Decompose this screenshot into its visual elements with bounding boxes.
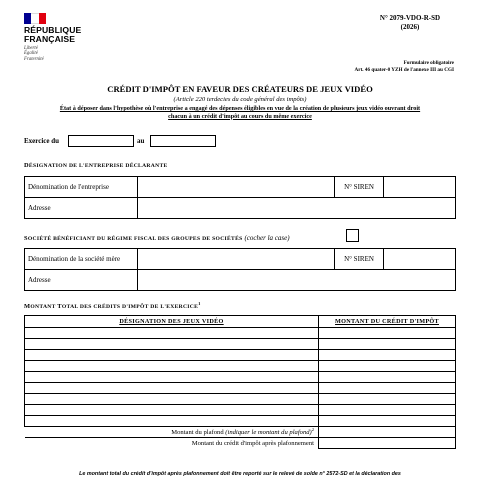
french-flag-icon: [24, 13, 46, 24]
credit-amount-field[interactable]: [319, 372, 456, 383]
game-designation-field[interactable]: [25, 383, 319, 394]
legal-reference: Art. 46 quater-0 YZH de l'annexe III au CGI: [354, 67, 454, 73]
credit-amount-field[interactable]: [319, 350, 456, 361]
col-amount-header: MONTANT DU CRÉDIT D'IMPÔT: [319, 316, 456, 328]
company-table: [24, 176, 456, 219]
motto-fraternite: Fraternité: [24, 56, 44, 62]
instruction-line-2: chacun à un crédit d'impôt au cours du même exercice: [168, 112, 312, 120]
logo-text-line1: RÉPUBLIQUE: [24, 25, 82, 35]
credit-amount-field[interactable]: [319, 339, 456, 350]
form-year: (2026): [400, 23, 420, 31]
credit-row: [25, 328, 456, 339]
logo-text-line2: FRANÇAISE: [24, 34, 76, 44]
group-section-title: SOCIÉTÉ BÉNÉFICIANT DU RÉGIME FISCAL DES GROUPES DE SOCIÉTÉS (cocher la case): [24, 234, 290, 242]
parent-company-address-label: Adresse: [25, 270, 138, 291]
credit-amount-field[interactable]: [319, 416, 456, 427]
game-designation-field[interactable]: [25, 339, 319, 350]
company-name-label: Dénomination de l'entreprise: [25, 177, 138, 198]
page-subtitle: (Article 220 terdecies du code général des impôts): [173, 96, 307, 103]
credit-amount-field[interactable]: [319, 405, 456, 416]
parent-company-address-field[interactable]: [138, 270, 456, 291]
exercise-from-field[interactable]: [68, 135, 134, 147]
group-table: [24, 248, 456, 291]
game-designation-field[interactable]: [25, 416, 319, 427]
credit-row: [25, 405, 456, 416]
game-designation-field[interactable]: [25, 328, 319, 339]
game-designation-field[interactable]: [25, 394, 319, 405]
credit-row: [25, 372, 456, 383]
credit-amount-field[interactable]: [319, 394, 456, 405]
form-identifier: [360, 14, 460, 32]
parent-company-name-field[interactable]: [138, 249, 335, 270]
company-section-title: DÉSIGNATION DE L'ENTREPRISE DÉCLARANTE: [24, 162, 168, 169]
credits-table: [24, 315, 456, 449]
game-designation-field[interactable]: [25, 372, 319, 383]
mandatory-notice: [355, 60, 454, 74]
credit-amount-field[interactable]: [319, 328, 456, 339]
ceiling-amount-field[interactable]: [319, 427, 456, 438]
game-designation-field[interactable]: [25, 350, 319, 361]
company-siren-field[interactable]: [384, 177, 456, 198]
credit-row: [25, 361, 456, 372]
game-designation-field[interactable]: [25, 361, 319, 372]
credit-row: [25, 416, 456, 427]
after-ceiling-label: Montant du crédit d'impôt après plafonnement: [25, 438, 319, 449]
exercise-from-label: Exercice du: [24, 137, 60, 145]
col-designation-header: DÉSIGNATION DES JEUX VIDÉO: [25, 316, 319, 328]
group-regime-checkbox[interactable]: [346, 229, 359, 242]
game-designation-field[interactable]: [25, 405, 319, 416]
ceiling-label: Montant du plafond (indiquer le montant du plafond)$^2$: [25, 427, 319, 438]
company-siren-label: N° SIREN: [335, 177, 384, 198]
republique-francaise-logo: [24, 13, 94, 62]
exercise-to-field[interactable]: [150, 135, 216, 147]
credit-amount-field[interactable]: [319, 383, 456, 394]
instruction-line-1: État à déposer dans l'hypothèse où l'entreprise a engagé des dépenses éligibles en vue de la création de plusieurs jeux vidéo ouvrant droit: [59, 105, 421, 112]
credit-row: [25, 339, 456, 350]
after-ceiling-amount-field[interactable]: [319, 438, 456, 449]
parent-company-name-label: Dénomination de la société mère: [25, 249, 138, 270]
mandatory-label: Formulaire obligatoire: [403, 60, 454, 66]
credit-amount-field[interactable]: [319, 361, 456, 372]
credit-row: [25, 394, 456, 405]
filing-instruction: [30, 105, 450, 120]
company-address-field[interactable]: [138, 198, 456, 219]
logo-motto: [24, 46, 94, 62]
exercise-to-label: au: [137, 137, 145, 145]
company-name-field[interactable]: [138, 177, 335, 198]
parent-company-siren-field[interactable]: [384, 249, 456, 270]
page-title: CRÉDIT D'IMPÔT EN FAVEUR DES CRÉATEURS DE JEUX VIDÉO: [107, 84, 373, 94]
motto-liberte: Liberté: [24, 46, 38, 51]
credit-row: [25, 383, 456, 394]
company-address-label: Adresse: [25, 198, 138, 219]
total-section-title: MONTANT TOTAL DES CRÉDITS D'IMPÔT DE L'EXERCICE$^1$: [24, 301, 201, 311]
credit-row: [25, 350, 456, 361]
parent-company-siren-label: N° SIREN: [335, 249, 384, 270]
motto-egalite: Égalité: [24, 51, 38, 57]
footer-note: Le montant total du crédit d'impôt après plafonnement doit être reporté sur le relevé de solde n° 2572-SD et la déclaration des: [79, 471, 401, 477]
form-number: N° 2079-VDO-R-SD: [379, 14, 441, 22]
